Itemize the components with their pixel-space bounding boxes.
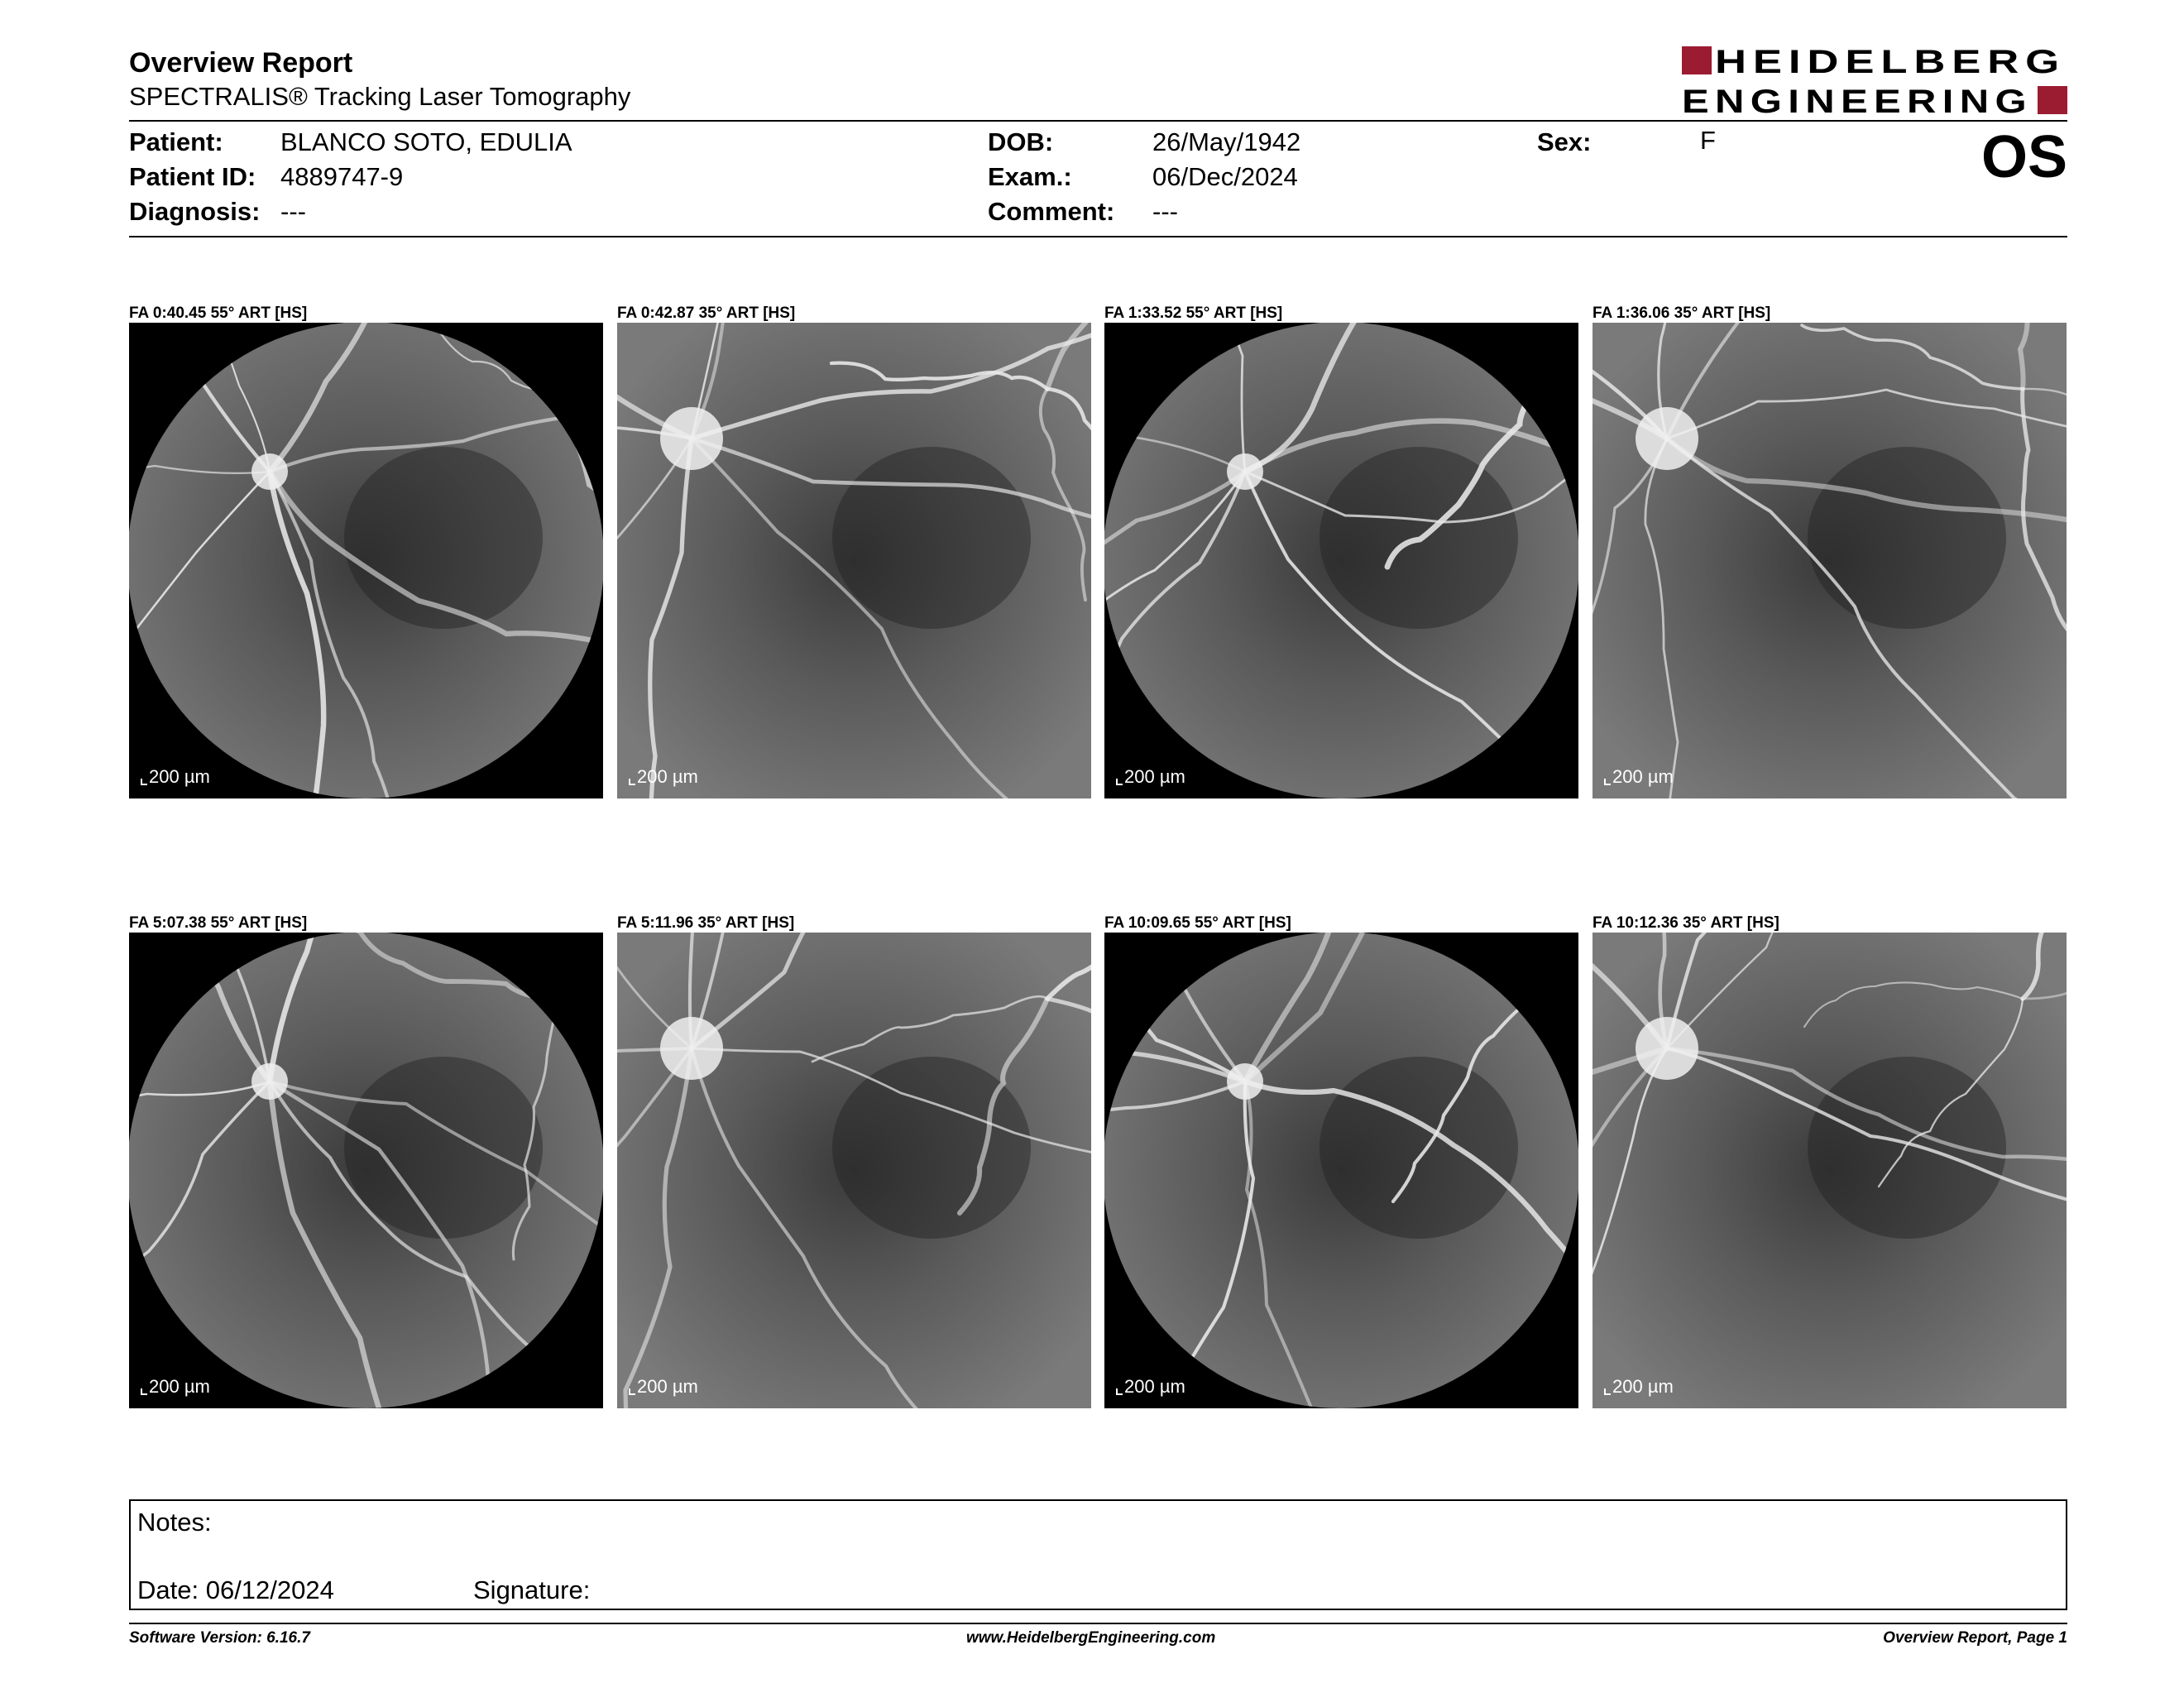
- scale-mark-icon: [141, 1388, 147, 1395]
- patient-id-label: Patient ID:: [129, 162, 256, 191]
- scale-bar: [629, 1377, 698, 1397]
- logo-graphic: [1682, 45, 2067, 117]
- scale-bar: [141, 767, 210, 787]
- comment-label: Comment:: [988, 197, 1115, 226]
- angiogram-image[interactable]: [1592, 323, 2067, 798]
- fundus-angiogram: [1104, 933, 1578, 1408]
- report-title: Overview Report: [129, 47, 353, 79]
- dob-value: 26/May/1942: [1152, 127, 1301, 156]
- logo-text-line1: HEIDELBERG: [1715, 45, 2066, 80]
- notes-box[interactable]: [129, 1499, 2067, 1610]
- fundus-angiogram: [1592, 323, 2067, 798]
- scale-mark-icon: [141, 779, 147, 785]
- exam-label: Exam.:: [988, 162, 1072, 191]
- image-label: FA 5:11.96 35° ART [HS]: [617, 914, 795, 932]
- scale-mark-icon: [1116, 1388, 1123, 1395]
- logo-square-bottom: [2038, 86, 2067, 114]
- angiogram-image[interactable]: [1104, 323, 1578, 798]
- fundus-angiogram: [129, 933, 603, 1408]
- fundus-angiogram: [1104, 323, 1578, 798]
- website-link[interactable]: www.HeidelbergEngineering.com: [966, 1629, 1216, 1647]
- angiogram-image[interactable]: [129, 323, 603, 798]
- signature-label: Signature:: [473, 1575, 591, 1604]
- image-label: FA 10:09.65 55° ART [HS]: [1104, 914, 1291, 932]
- header-divider: [129, 120, 2067, 122]
- notes-label: Notes:: [137, 1508, 212, 1537]
- patient-label: Patient:: [129, 127, 223, 156]
- comment-value: ---: [1152, 197, 1178, 226]
- image-label: FA 1:36.06 35° ART [HS]: [1592, 305, 1771, 322]
- image-label: FA 1:33.52 55° ART [HS]: [1104, 305, 1283, 322]
- fundus-angiogram: [129, 323, 603, 798]
- diagnosis-label: Diagnosis:: [129, 197, 261, 226]
- scale-label: 200 µm: [637, 1376, 698, 1397]
- scale-bar: [1604, 767, 1674, 787]
- scale-label: 200 µm: [1124, 1376, 1185, 1397]
- image-label: FA 0:40.45 55° ART [HS]: [129, 305, 308, 322]
- date-label: Date: 06/12/2024: [137, 1575, 334, 1604]
- image-label: FA 10:12.36 35° ART [HS]: [1592, 914, 1779, 932]
- exam-value: 06/Dec/2024: [1152, 162, 1298, 191]
- dob-label: DOB:: [988, 127, 1054, 156]
- angiogram-image[interactable]: [129, 933, 603, 1408]
- eye-indicator: OS: [1980, 124, 2067, 190]
- fundus-angiogram: [1592, 933, 2067, 1408]
- scale-bar: [141, 1377, 210, 1397]
- scale-mark-icon: [1116, 779, 1123, 785]
- fundus-angiogram: [617, 323, 1091, 798]
- image-label: FA 0:42.87 35° ART [HS]: [617, 305, 796, 322]
- scale-label: 200 µm: [1612, 1376, 1674, 1397]
- patient-name: BLANCO SOTO, EDULIA: [280, 127, 572, 156]
- software-version: Software Version: 6.16.7: [129, 1629, 310, 1647]
- scale-bar: [629, 767, 698, 787]
- report-subtitle: SPECTRALIS® Tracking Laser Tomography: [129, 82, 631, 111]
- scale-mark-icon: [1604, 779, 1611, 785]
- scale-bar: [1604, 1377, 1674, 1397]
- footer-divider: [129, 1623, 2067, 1624]
- patient-id: 4889747-9: [280, 162, 404, 191]
- scale-mark-icon: [1604, 1388, 1611, 1395]
- heidelberg-logo: [1682, 45, 2067, 117]
- scale-label: 200 µm: [1124, 766, 1185, 787]
- fundus-angiogram: [617, 933, 1091, 1408]
- sex-label: Sex:: [1537, 127, 1592, 156]
- logo-text-line2: ENGINEERING: [1682, 84, 2033, 117]
- scale-mark-icon: [629, 779, 635, 785]
- image-label: FA 5:07.38 55° ART [HS]: [129, 914, 308, 932]
- scale-label: 200 µm: [1612, 766, 1674, 787]
- angiogram-image[interactable]: [617, 323, 1091, 798]
- sex-value: F: [1700, 126, 1716, 155]
- scale-bar: [1116, 1377, 1185, 1397]
- scale-mark-icon: [629, 1388, 635, 1395]
- patient-divider: [129, 236, 2067, 237]
- diagnosis-value: ---: [280, 197, 306, 226]
- scale-bar: [1116, 767, 1185, 787]
- logo-square-top: [1682, 46, 1712, 74]
- angiogram-image[interactable]: [1592, 933, 2067, 1408]
- scale-label: 200 µm: [149, 1376, 210, 1397]
- angiogram-image[interactable]: [617, 933, 1091, 1408]
- scale-label: 200 µm: [637, 766, 698, 787]
- scale-label: 200 µm: [149, 766, 210, 787]
- angiogram-image[interactable]: [1104, 933, 1578, 1408]
- page-number: Overview Report, Page 1: [1883, 1629, 2067, 1647]
